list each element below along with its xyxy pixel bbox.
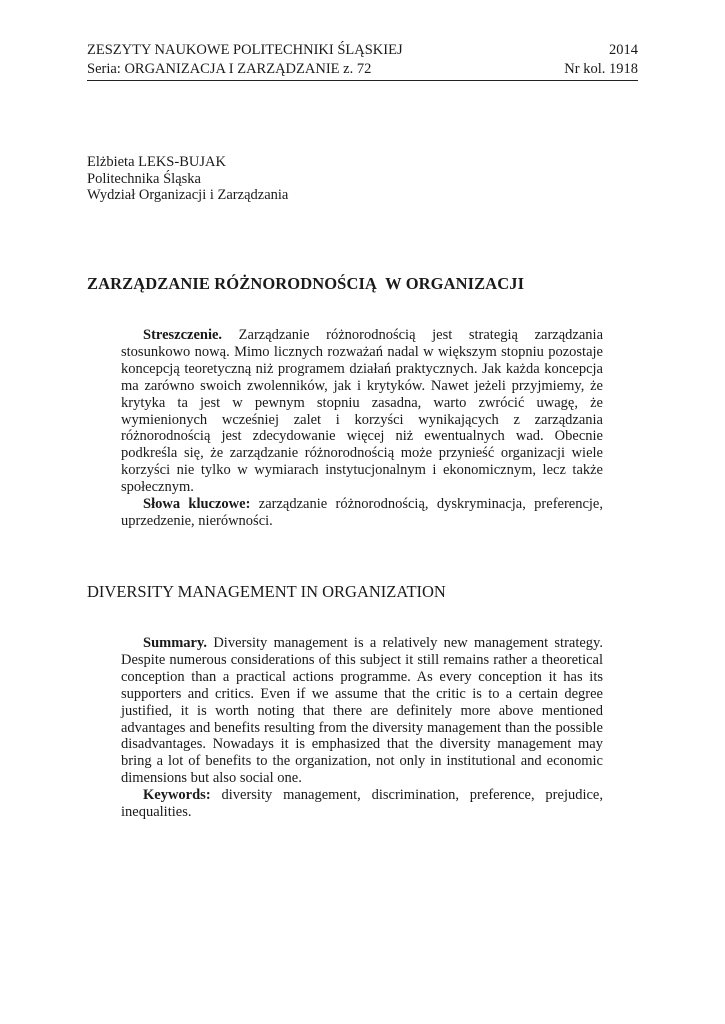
abstract-label: Streszczenie. xyxy=(143,327,223,343)
keywords-text: zarządzanie różnorodnością, dyskryminacja, preferencje, uprzedzenie, nierówności. xyxy=(121,496,603,529)
issue-number: Nr kol. 1918 xyxy=(564,61,638,77)
journal-name: ZESZYTY NAUKOWE POLITECHNIKI ŚLĄSKIEJ xyxy=(87,42,403,58)
paper-title-english: DIVERSITY MANAGEMENT IN ORGANIZATION xyxy=(87,582,446,601)
summary-label: Summary. xyxy=(143,635,208,651)
summary-paragraph xyxy=(121,635,603,787)
running-header xyxy=(87,42,638,59)
abstract-paragraph xyxy=(121,327,603,496)
author-name: Elżbieta LEKS-BUJAK xyxy=(87,154,226,170)
series-name: Seria: ORGANIZACJA I ZARZĄDZANIE z. 72 xyxy=(87,61,372,77)
keywords-paragraph xyxy=(121,496,603,530)
abstract-english xyxy=(121,635,603,821)
keywords-label: Słowa kluczowe: xyxy=(143,496,251,513)
author-department: Wydział Organizacji i Zarządzania xyxy=(87,187,289,203)
keywords-paragraph-en xyxy=(121,787,603,821)
series-header xyxy=(87,61,638,81)
keywords-text-en: diversity management, discrimination, preference, prejudice, inequalities. xyxy=(121,787,603,821)
keywords-label-en: Keywords: xyxy=(143,787,211,804)
author-affiliation: Politechnika Śląska xyxy=(87,170,201,187)
paper-title-polish: ZARZĄDZANIE RÓŻNORODNOŚCIĄ W ORGANIZACJI xyxy=(87,274,525,293)
abstract-text: Zarządzanie różnorodnością jest strategią zarządzania stosunkowo nową. Mimo licznych rozważań nadal w większym stopniu pozostaje koncepcją teoretyczną niż programem działań praktycznych. Jak każda koncepcja ma zarówno swoich zwolenników, jak i krytyków. Nawet jeżeli przyjmiemy, że krytyka ta jest w pewnym stopniu zasadna, warto zwrócić uwagę, że wymienionych wcześniej zalet i korzyści wynikających z zarządzania różnorodnością jest zdecydowanie więcej niż ewentualnych wad. Obecnie podkreśla się, że zarządzanie różnorodnością może przynieść organizacji wiele korzyści nie tylko w wymiarach instytucjonalnym i ekonomicznym, lecz także społecznym. xyxy=(121,327,604,496)
summary-text: Diversity management is a relatively new management strategy. Despite numerous considerations of this subject it still remains rather a theoretical conception than a practical actions programme. As every conception it has its supporters and critics. Even if we assume that the critic is to a certain degree justified, it is worth noting that there are definitely more above mentioned advantages and benefits resulting from the diversity management than the possible disadvantages. Nowadays it is emphasized that the diversity management may bring a lot of benefits to the organization, not only in institutional and economic dimensions but also social one. xyxy=(121,635,603,787)
abstract-polish xyxy=(121,327,603,530)
publication-year: 2014 xyxy=(609,42,638,58)
author-block xyxy=(87,154,288,204)
